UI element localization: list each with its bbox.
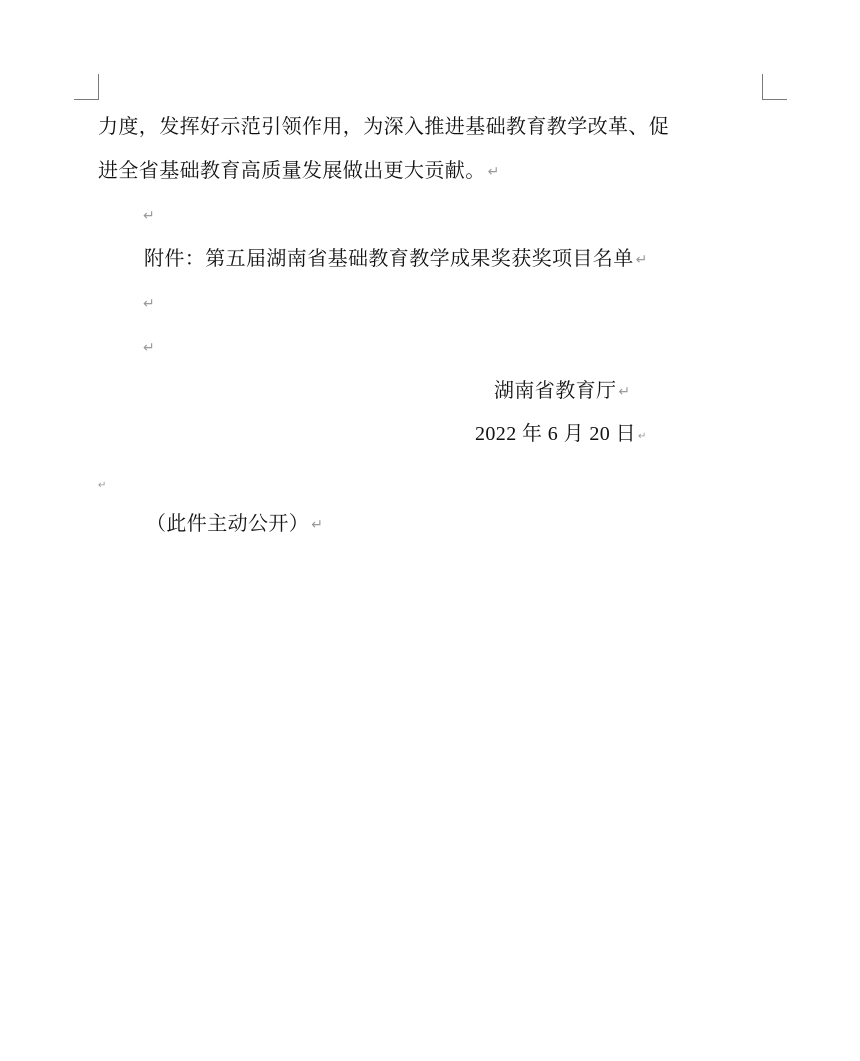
top-left-crop-mark <box>74 74 99 100</box>
empty-paragraph-4 <box>96 468 107 496</box>
disclosure-text: （此件主动公开） <box>146 511 310 535</box>
empty-paragraph-3 <box>141 332 155 360</box>
paragraph-mark-icon: ↵ <box>487 164 500 180</box>
attachment-text: 附件：第五届湖南省基础教育教学成果奖获奖项目名单 <box>144 246 634 270</box>
body-line-2-text: 进全省基础教育高质量发展做出更大贡献。 <box>98 158 486 182</box>
date-line <box>475 420 647 448</box>
body-line-2 <box>98 156 500 184</box>
paragraph-mark-icon: ↵ <box>618 384 631 400</box>
paragraph-mark-icon: ↵ <box>143 208 156 224</box>
issuer-line <box>494 376 631 404</box>
top-right-crop-mark <box>762 74 787 100</box>
empty-paragraph-1 <box>141 200 155 228</box>
empty-paragraph-2 <box>141 288 155 316</box>
paragraph-mark-icon: ↵ <box>638 431 647 442</box>
date-text: 2022 年 6 月 20 日 <box>475 423 636 445</box>
body-line-1 <box>98 112 669 140</box>
paragraph-mark-icon: ↵ <box>635 252 648 268</box>
issuer-text: 湖南省教育厅 <box>494 378 617 402</box>
paragraph-mark-icon: ↵ <box>143 296 156 312</box>
paragraph-mark-icon: ↵ <box>98 480 107 491</box>
paragraph-mark-icon: ↵ <box>143 340 156 356</box>
body-line-1-text: 力度，发挥好示范引领作用，为深入推进基础教育教学改革、促 <box>98 114 670 138</box>
disclosure-line <box>146 509 323 537</box>
paragraph-mark-icon: ↵ <box>311 517 324 533</box>
attachment-line <box>144 244 648 272</box>
